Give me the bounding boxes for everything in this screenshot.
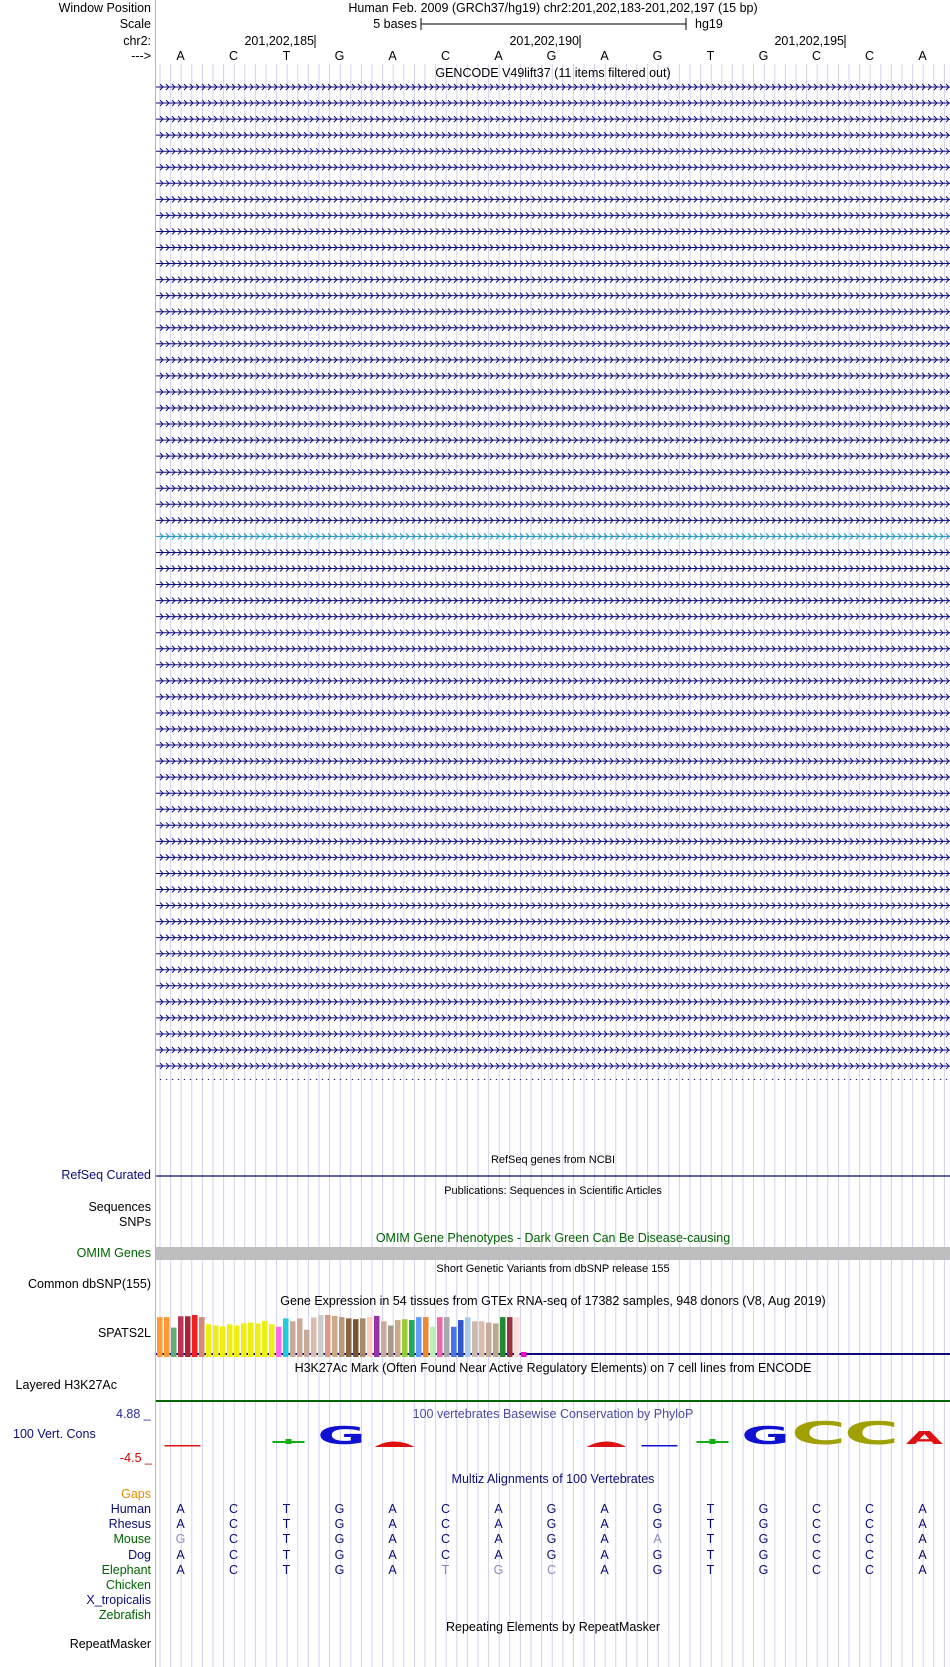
multiz-aligned-base: G	[758, 1562, 769, 1577]
multiz-aligned-base: C	[811, 1517, 822, 1532]
multiz-aligned-base: T	[282, 1547, 291, 1562]
gtex-tissue-bar	[423, 1317, 429, 1357]
gtex-tissue-bar	[437, 1317, 443, 1357]
scale-bases-text: 5 bases	[373, 17, 417, 31]
position-label-1: 201,202,185	[244, 34, 314, 48]
gtex-tissue-bar	[262, 1321, 268, 1357]
position-label-2: 201,202,190	[509, 34, 579, 48]
h3k27ac-track-title[interactable]: H3K27Ac Mark (Often Found Near Active Regulatory Elements) on 7 cell lines from ENCODE	[294, 1361, 812, 1375]
multiz-aligned-base: C	[864, 1532, 875, 1547]
gtex-tissue-bar	[241, 1323, 247, 1357]
conservation-track-label[interactable]: 100 Vert. Cons	[13, 1427, 96, 1441]
seq-base: T	[282, 49, 291, 63]
multiz-aligned-base: C	[864, 1562, 875, 1577]
multiz-aligned-base: G	[334, 1532, 345, 1547]
multiz-aligned-base: C	[228, 1562, 239, 1577]
seq-base: G	[758, 49, 769, 63]
seq-base: C	[864, 49, 875, 63]
multiz-aligned-base: A	[600, 1547, 609, 1562]
multiz-aligned-base: A	[653, 1532, 662, 1547]
multiz-aligned-base: G	[175, 1532, 186, 1547]
multiz-aligned-base: A	[388, 1517, 397, 1532]
multiz-track-title[interactable]: Multiz Alignments of 100 Vertebrates	[451, 1472, 655, 1486]
multiz-aligned-base: C	[228, 1502, 239, 1516]
conservation-bar	[642, 1445, 678, 1447]
multiz-species-label[interactable]: Mouse	[113, 1532, 151, 1547]
multiz-aligned-base: T	[282, 1532, 291, 1547]
multiz-aligned-base: G	[758, 1532, 769, 1547]
conservation-negative-letter	[375, 1442, 415, 1448]
multiz-aligned-base: A	[918, 1547, 927, 1562]
multiz-aligned-base: A	[600, 1562, 609, 1577]
gtex-tissue-bar	[465, 1317, 471, 1357]
gtex-tissue-bar	[192, 1315, 198, 1357]
conservation-min-label: -4.5 _	[120, 1451, 152, 1465]
window-position-label: Window Position	[58, 1, 151, 15]
seq-base: A	[176, 49, 185, 63]
conservation-logo-letter: C	[843, 1415, 900, 1452]
multiz-aligned-base: C	[864, 1517, 875, 1532]
publications-track-title[interactable]: Publications: Sequences in Scientific Articles	[444, 1185, 662, 1197]
strand-label: --->	[131, 49, 151, 63]
gtex-tissue-bar	[493, 1323, 499, 1357]
gtex-tissue-bar	[297, 1318, 303, 1357]
gtex-tissue-bar	[416, 1317, 422, 1357]
multiz-aligned-base: G	[758, 1502, 769, 1516]
publications-sequences-label[interactable]: Sequences	[88, 1200, 151, 1214]
gtex-tissue-bar	[318, 1315, 324, 1357]
gtex-tissue-bar	[213, 1326, 219, 1358]
conservation-bar	[165, 1445, 201, 1447]
multiz-species-label[interactable]: Chicken	[105, 1578, 151, 1592]
multiz-aligned-base: T	[706, 1502, 715, 1516]
multiz-aligned-base: T	[706, 1517, 715, 1532]
gtex-tissue-bar	[290, 1321, 296, 1357]
gtex-tissue-bar	[507, 1317, 513, 1357]
conservation-bar	[286, 1439, 292, 1444]
multiz-aligned-base: C	[440, 1517, 451, 1532]
scale-label: Scale	[119, 17, 151, 31]
conservation-track-title[interactable]: 100 vertebrates Basewise Conservation by PhyloP	[412, 1407, 694, 1421]
gtex-tissue-bar	[486, 1323, 492, 1357]
seq-base: G	[546, 49, 557, 63]
gtex-tissue-bar	[430, 1327, 436, 1357]
multiz-aligned-base: G	[652, 1502, 663, 1516]
gtex-tissue-bar	[402, 1319, 408, 1357]
gtex-tissue-bar	[451, 1327, 457, 1357]
conservation-logo-letter: C	[790, 1415, 847, 1452]
gtex-tissue-bar	[325, 1315, 331, 1357]
conservation-bar	[710, 1439, 716, 1444]
multiz-aligned-base: G	[546, 1502, 557, 1516]
gtex-tissue-bar	[346, 1318, 352, 1357]
seq-base: A	[388, 49, 397, 63]
seq-base: A	[494, 49, 503, 63]
multiz-aligned-base: A	[388, 1562, 397, 1577]
gtex-tissue-bar	[178, 1316, 184, 1357]
gtex-tissue-bar	[360, 1318, 366, 1357]
gtex-tissue-bar	[388, 1326, 394, 1358]
gaps-label[interactable]: Gaps	[121, 1487, 151, 1501]
seq-base: A	[918, 49, 927, 63]
multiz-aligned-base: A	[918, 1562, 927, 1577]
gtex-tissue-bar	[409, 1320, 415, 1357]
multiz-aligned-base: G	[334, 1517, 345, 1532]
h3k27ac-track-label[interactable]: Layered H3K27Ac	[15, 1378, 117, 1392]
multiz-aligned-base: C	[864, 1547, 875, 1562]
multiz-aligned-base: G	[758, 1517, 769, 1532]
multiz-species-label[interactable]: Rhesus	[108, 1517, 151, 1532]
multiz-species-label[interactable]: Dog	[128, 1547, 151, 1562]
multiz-aligned-base: A	[176, 1547, 185, 1562]
multiz-aligned-base: G	[652, 1547, 663, 1562]
multiz-aligned-base: T	[706, 1562, 715, 1577]
gtex-tissue-bar	[395, 1320, 401, 1357]
multiz-aligned-base: T	[282, 1562, 291, 1577]
gtex-tissue-bar	[206, 1324, 212, 1357]
gtex-tissue-bar	[283, 1318, 289, 1357]
gtex-tissue-bar	[220, 1326, 226, 1357]
multiz-aligned-base: A	[388, 1532, 397, 1547]
publications-snps-label[interactable]: SNPs	[119, 1215, 151, 1229]
gtex-tissue-bar	[255, 1323, 261, 1357]
multiz-aligned-base: A	[918, 1517, 927, 1532]
gtex-tissue-bar	[269, 1324, 275, 1357]
dbsnp-track-label[interactable]: Common dbSNP(155)	[28, 1277, 151, 1291]
gtex-tissue-bar	[521, 1352, 527, 1357]
refseq-track-title[interactable]: RefSeq genes from NCBI	[490, 1154, 616, 1166]
multiz-aligned-base: T	[441, 1562, 450, 1577]
multiz-aligned-base: A	[918, 1502, 927, 1516]
refseq-track-label[interactable]: RefSeq Curated	[61, 1168, 151, 1182]
gtex-tissue-bar	[458, 1320, 464, 1357]
gtex-track-title[interactable]: Gene Expression in 54 tissues from GTEx RNA-seq of 17382 samples, 948 donors (V8, Aug 2019)	[280, 1294, 826, 1308]
gtex-tissue-bar	[304, 1330, 310, 1357]
seq-base: T	[706, 49, 715, 63]
omim-bar	[156, 1247, 950, 1260]
gtex-tissue-bar	[157, 1317, 163, 1357]
gtex-tissue-bar	[164, 1317, 170, 1357]
multiz-aligned-base: T	[706, 1532, 715, 1547]
multiz-aligned-base: A	[494, 1502, 503, 1516]
multiz-aligned-base: A	[600, 1532, 609, 1547]
multiz-aligned-base: C	[228, 1547, 239, 1562]
multiz-aligned-base: A	[600, 1502, 609, 1516]
conservation-logo-letter: A	[905, 1427, 944, 1449]
multiz-aligned-base: C	[811, 1502, 822, 1516]
repeatmasker-track-title[interactable]: Repeating Elements by RepeatMasker	[445, 1620, 660, 1634]
scale-assembly-text: hg19	[695, 17, 723, 31]
multiz-aligned-base: C	[440, 1502, 451, 1516]
conservation-max-label: 4.88 _	[116, 1407, 151, 1421]
gtex-track-label[interactable]: SPATS2L	[97, 1326, 151, 1340]
multiz-aligned-base: C	[440, 1532, 451, 1547]
multiz-aligned-base: C	[228, 1532, 239, 1547]
multiz-aligned-base: G	[334, 1547, 345, 1562]
multiz-species-label[interactable]: Human	[110, 1502, 151, 1516]
repeatmasker-track-label[interactable]: RepeatMasker	[69, 1637, 151, 1651]
gtex-tissue-bar	[185, 1316, 191, 1357]
conservation-negative-letter	[587, 1442, 627, 1448]
multiz-aligned-base: G	[652, 1562, 663, 1577]
gtex-tissue-bar	[374, 1316, 380, 1357]
multiz-aligned-base: A	[176, 1517, 185, 1532]
multiz-aligned-base: G	[546, 1517, 557, 1532]
gtex-tissue-bar	[479, 1321, 485, 1357]
multiz-aligned-base: C	[811, 1562, 822, 1577]
multiz-aligned-base: A	[176, 1502, 185, 1516]
multiz-aligned-base: C	[440, 1547, 451, 1562]
multiz-aligned-base: A	[176, 1562, 185, 1577]
multiz-aligned-base: A	[388, 1502, 397, 1516]
gtex-tissue-bar	[353, 1319, 359, 1357]
position-label-3: 201,202,195	[774, 34, 844, 48]
seq-base: G	[334, 49, 345, 63]
multiz-aligned-base: T	[282, 1517, 291, 1532]
gtex-tissue-bar	[171, 1328, 177, 1357]
conservation-logo-letter: G	[741, 1421, 790, 1450]
gtex-tissue-bar	[367, 1317, 373, 1357]
omim-track-label[interactable]: OMIM Genes	[76, 1246, 151, 1260]
multiz-aligned-base: A	[918, 1532, 927, 1547]
seq-base: C	[440, 49, 451, 63]
omim-track-title[interactable]: OMIM Gene Phenotypes - Dark Green Can Be Disease-causing	[375, 1231, 731, 1245]
gtex-tissue-bar	[381, 1321, 387, 1357]
multiz-aligned-base: C	[811, 1532, 822, 1547]
multiz-aligned-base: C	[811, 1547, 822, 1562]
multiz-aligned-base: C	[546, 1562, 557, 1577]
gtex-tissue-bar	[444, 1317, 450, 1357]
multiz-aligned-base: A	[494, 1547, 503, 1562]
multiz-aligned-base: G	[493, 1562, 504, 1577]
gtex-tissue-bar	[311, 1318, 317, 1357]
gtex-tissue-bar	[199, 1317, 205, 1357]
multiz-aligned-base: G	[652, 1517, 663, 1532]
multiz-aligned-base: G	[546, 1532, 557, 1547]
gtex-tissue-bar	[514, 1317, 520, 1357]
multiz-aligned-base: G	[758, 1547, 769, 1562]
seq-base: C	[811, 49, 822, 63]
seq-base: C	[228, 49, 239, 63]
chrom-label: chr2:	[123, 34, 151, 48]
gtex-tissue-bar	[276, 1327, 282, 1357]
seq-base: A	[600, 49, 609, 63]
multiz-aligned-base: T	[706, 1547, 715, 1562]
gtex-tissue-bar	[472, 1321, 478, 1357]
multiz-aligned-base: A	[494, 1517, 503, 1532]
window-position-value: Human Feb. 2009 (GRCh37/hg19) chr2:201,202,183-201,202,197 (15 bp)	[348, 1, 758, 15]
multiz-aligned-base: A	[600, 1517, 609, 1532]
gtex-tissue-bar	[227, 1324, 233, 1357]
multiz-aligned-base: C	[228, 1517, 239, 1532]
multiz-aligned-base: G	[546, 1547, 557, 1562]
multiz-aligned-base: A	[388, 1547, 397, 1562]
dbsnp-track-title[interactable]: Short Genetic Variants from dbSNP release 155	[436, 1263, 670, 1275]
conservation-logo-letter: G	[317, 1421, 366, 1450]
seq-base: G	[652, 49, 663, 63]
multiz-aligned-base: G	[334, 1562, 345, 1577]
multiz-aligned-base: G	[334, 1502, 345, 1516]
gtex-tissue-bar	[332, 1316, 338, 1357]
gencode-track-title[interactable]: GENCODE V49lift37 (11 items filtered out)	[435, 66, 671, 80]
gtex-tissue-bar	[339, 1317, 345, 1357]
multiz-species-label[interactable]: Zebrafish	[98, 1608, 151, 1623]
multiz-aligned-base: C	[864, 1502, 875, 1516]
gtex-tissue-bar	[248, 1323, 254, 1357]
gtex-tissue-bar	[500, 1317, 506, 1357]
multiz-aligned-base: A	[494, 1532, 503, 1547]
multiz-species-label[interactable]: Elephant	[101, 1562, 151, 1577]
gtex-tissue-bar	[234, 1326, 240, 1358]
multiz-species-label[interactable]: X_tropicalis	[86, 1593, 151, 1608]
multiz-aligned-base: T	[282, 1502, 291, 1516]
